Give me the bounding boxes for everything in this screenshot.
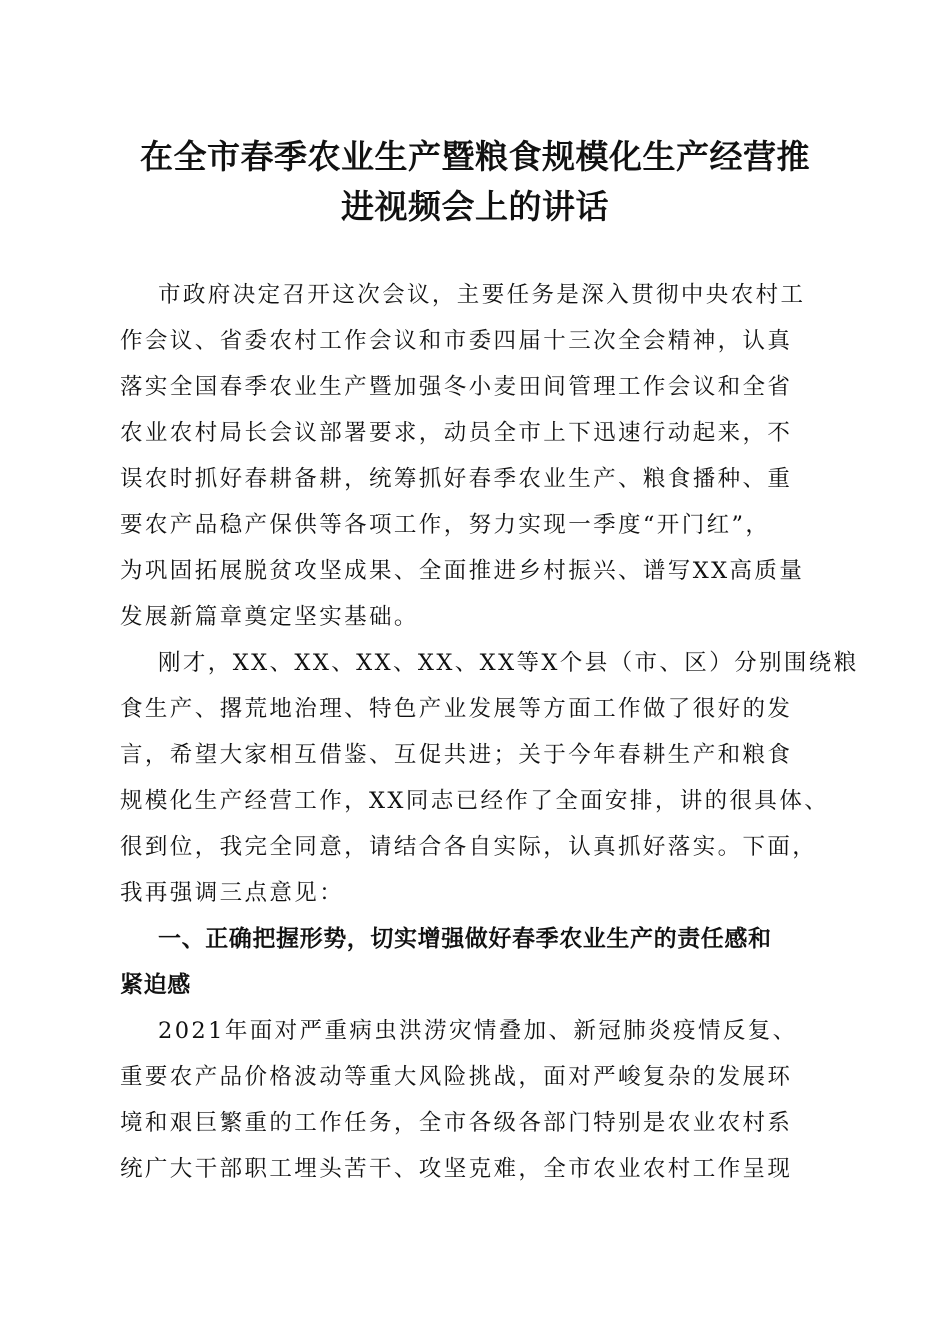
section-heading-1 bbox=[120, 916, 832, 1008]
text-line: 落实全国春季农业生产暨加强冬小麦田间管理工作会议和全省 bbox=[120, 374, 793, 400]
text-line: 我再强调三点意见： bbox=[120, 880, 345, 906]
document-title bbox=[112, 132, 838, 232]
text-line: 言，希望大家相互借鉴、互促共进；关于今年春耕生产和粮食 bbox=[120, 742, 793, 768]
text-line: 为巩固拓展脱贫攻坚成果、全面推进乡村振兴、谱写XX高质量 bbox=[120, 558, 805, 584]
heading-line: 紧迫感 bbox=[120, 972, 191, 998]
text-line: 发展新篇章奠定坚实基础。 bbox=[120, 604, 419, 630]
document-body bbox=[120, 272, 859, 1192]
text-line: 规模化生产经营工作，XX同志已经作了全面安排，讲的很具体、 bbox=[120, 788, 830, 814]
text-line: 农业农村局长会议部署要求，动员全市上下迅速行动起来，不 bbox=[120, 420, 793, 446]
heading-line: 一、正确把握形势，切实增强做好春季农业生产的责任感和 bbox=[158, 926, 772, 952]
text-line: 食生产、撂荒地治理、特色产业发展等方面工作做了很好的发 bbox=[120, 696, 793, 722]
title-line: 进视频会上的讲话 bbox=[341, 187, 609, 226]
paragraph-3 bbox=[120, 1008, 832, 1192]
text-line: 统广大干部职工埋头苦干、攻坚克难，全市农业农村工作呈现 bbox=[120, 1156, 793, 1182]
text-line: 误农时抓好春耕备耕，统筹抓好春季农业生产、粮食播种、重 bbox=[120, 466, 793, 492]
paragraph-2 bbox=[120, 640, 859, 916]
title-line: 在全市春季农业生产暨粮食规模化生产经营推 bbox=[140, 137, 810, 176]
text-line: 重要农产品价格波动等重大风险挑战，面对严峻复杂的发展环 bbox=[120, 1064, 793, 1090]
paragraph-1 bbox=[120, 272, 832, 640]
text-line: 境和艰巨繁重的工作任务，全市各级各部门特别是农业农村系 bbox=[120, 1110, 793, 1136]
text-line: 要农产品稳产保供等各项工作，努力实现一季度“开门红”， bbox=[120, 512, 771, 538]
text-line: 2021年面对严重病虫洪涝灾情叠加、新冠肺炎疫情反复、 bbox=[158, 1018, 798, 1044]
text-line: 很到位，我完全同意，请结合各自实际，认真抓好落实。下面， bbox=[120, 834, 818, 860]
text-line: 刚才，XX、XX、XX、XX、XX等X个县（市、区）分别围绕粮 bbox=[158, 650, 859, 676]
text-line: 市政府决定召开这次会议，主要任务是深入贯彻中央农村工 bbox=[158, 282, 806, 308]
text-line: 作会议、省委农村工作会议和市委四届十三次全会精神，认真 bbox=[120, 328, 793, 354]
